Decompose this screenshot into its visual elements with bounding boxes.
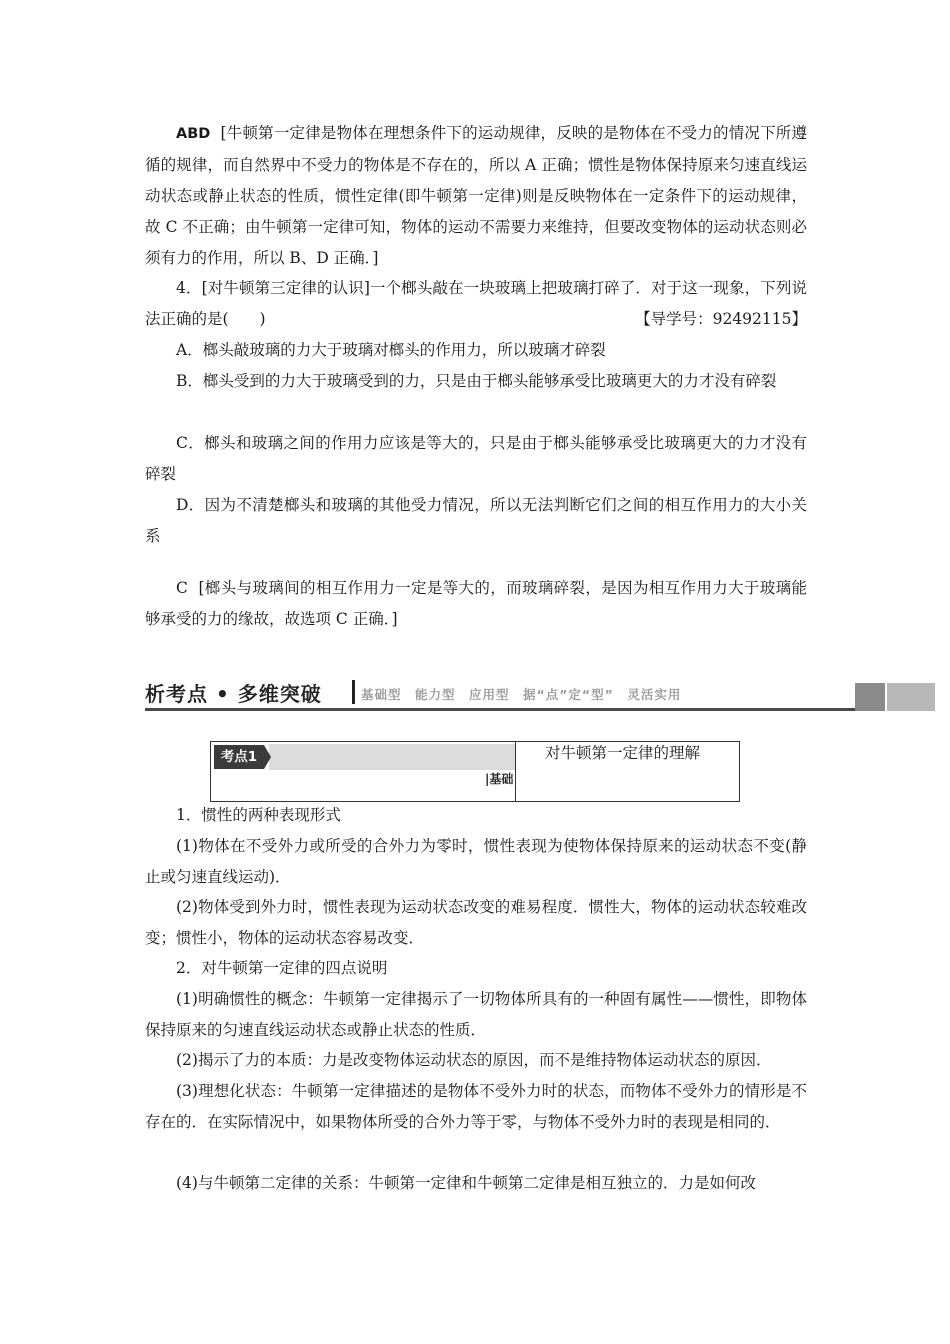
paragraph-4: (2)揭示了力的本质：力是改变物体运动状态的原因，而不是维持物体运动状态的原因． [176, 1051, 772, 1069]
kaodian-divider [515, 742, 516, 801]
paragraph-5: (3)理想化状态：牛顿第一定律描述的是物体不受外力时的状态，而物体不受外力的情形是不存在的．在实际情况中，如果物体所受的合外力等于零，与物体不受外力时的表现是相同的． [145, 1082, 807, 1131]
heading-2: 2．对牛顿第一定律的四点说明 [176, 959, 388, 977]
kaodian-level: |基础 [485, 772, 514, 786]
kaodian-box [210, 741, 740, 802]
kaodian-title: 对牛顿第一定律的理解 [545, 744, 701, 762]
option-c: C．榔头和玻璃之间的作用力应该是等大的，只是由于榔头能够承受比玻璃更大的力才没有碎裂 [145, 434, 807, 483]
banner-rule [145, 708, 855, 711]
question-4-stem [145, 273, 807, 335]
banner-divider [352, 680, 355, 704]
question-4-text: 4．[对牛顿第三定律的认识]一个榔头敲在一块玻璃上把玻璃打碎了．对于这一现象，下列说法正确的是( ) [145, 279, 807, 328]
answer-3-text: [牛顿第一定律是物体在理想条件下的运动规律，反映的是物体在不受力的情况下所遵循的规律，而自然界中不受力的物体是不存在的，所以 A 正确；惯性是物体保持原来匀速直线运动状态或静止状态的性质，惯性定律(即牛顿第一定律)则是反映物体在一定条件下的运动规律，故 C 不正确；由牛顿第一定律可知，物体的运动不需要力来维持，但要改变物体的运动状态则必须有力的作用，所以 B、D 正确．] [145, 124, 807, 267]
kaodian-arrow-icon [264, 745, 271, 769]
banner-block-dark [855, 683, 885, 711]
option-d: D．因为不清楚榔头和玻璃的其他受力情况，所以无法判断它们之间的相互作用力的大小关系 [145, 496, 807, 545]
answer-4-tag: C [176, 579, 188, 597]
paragraph-1: (1)物体在不受外力或所受的合外力为零时，惯性表现为使物体保持原来的运动状态不变(静止或匀速直线运动)． [145, 837, 807, 886]
answer-4-text: [榔头与玻璃间的相互作用力一定是等大的，而玻璃碎裂，是因为相互作用力大于玻璃能够承受的力的缘故，故选项 C 正确．] [145, 579, 807, 628]
banner-block-light [887, 683, 935, 711]
answer-3-tag: ABD [176, 126, 211, 142]
paragraph-3: (1)明确惯性的概念：牛顿第一定律揭示了一切物体所具有的一种固有属性——惯性，即物体保持原来的匀速直线运动状态或静止状态的性质． [145, 990, 807, 1039]
kaodian-tag: 考点1 [214, 745, 264, 769]
section-title: 析考点 • 多维突破 [145, 682, 322, 706]
paragraph-6: (4)与牛顿第二定律的关系：牛顿第一定律和牛顿第二定律是相互独立的．力是如何改 [176, 1174, 756, 1192]
kaodian-shade [269, 744, 515, 770]
answer-3-explanation [145, 118, 807, 274]
guide-number: 【导学号：92492115】 [635, 310, 807, 328]
kaodian-level-text: 基础 [489, 772, 514, 786]
section-banner [145, 676, 935, 712]
section-subtitle: 基础型 能力型 应用型 据“点”定“型” 灵活实用 [361, 687, 682, 702]
option-a: A．榔头敲玻璃的力大于玻璃对榔头的作用力，所以玻璃才碎裂 [176, 341, 606, 359]
heading-1: 1．惯性的两种表现形式 [176, 806, 341, 824]
paragraph-2: (2)物体受到外力时，惯性表现为运动状态改变的难易程度．惯性大，物体的运动状态较难改变；惯性小，物体的运动状态容易改变． [145, 898, 807, 947]
answer-4-explanation [145, 573, 807, 635]
option-b: B．榔头受到的力大于玻璃受到的力，只是由于榔头能够承受比玻璃更大的力才没有碎裂 [176, 372, 777, 390]
